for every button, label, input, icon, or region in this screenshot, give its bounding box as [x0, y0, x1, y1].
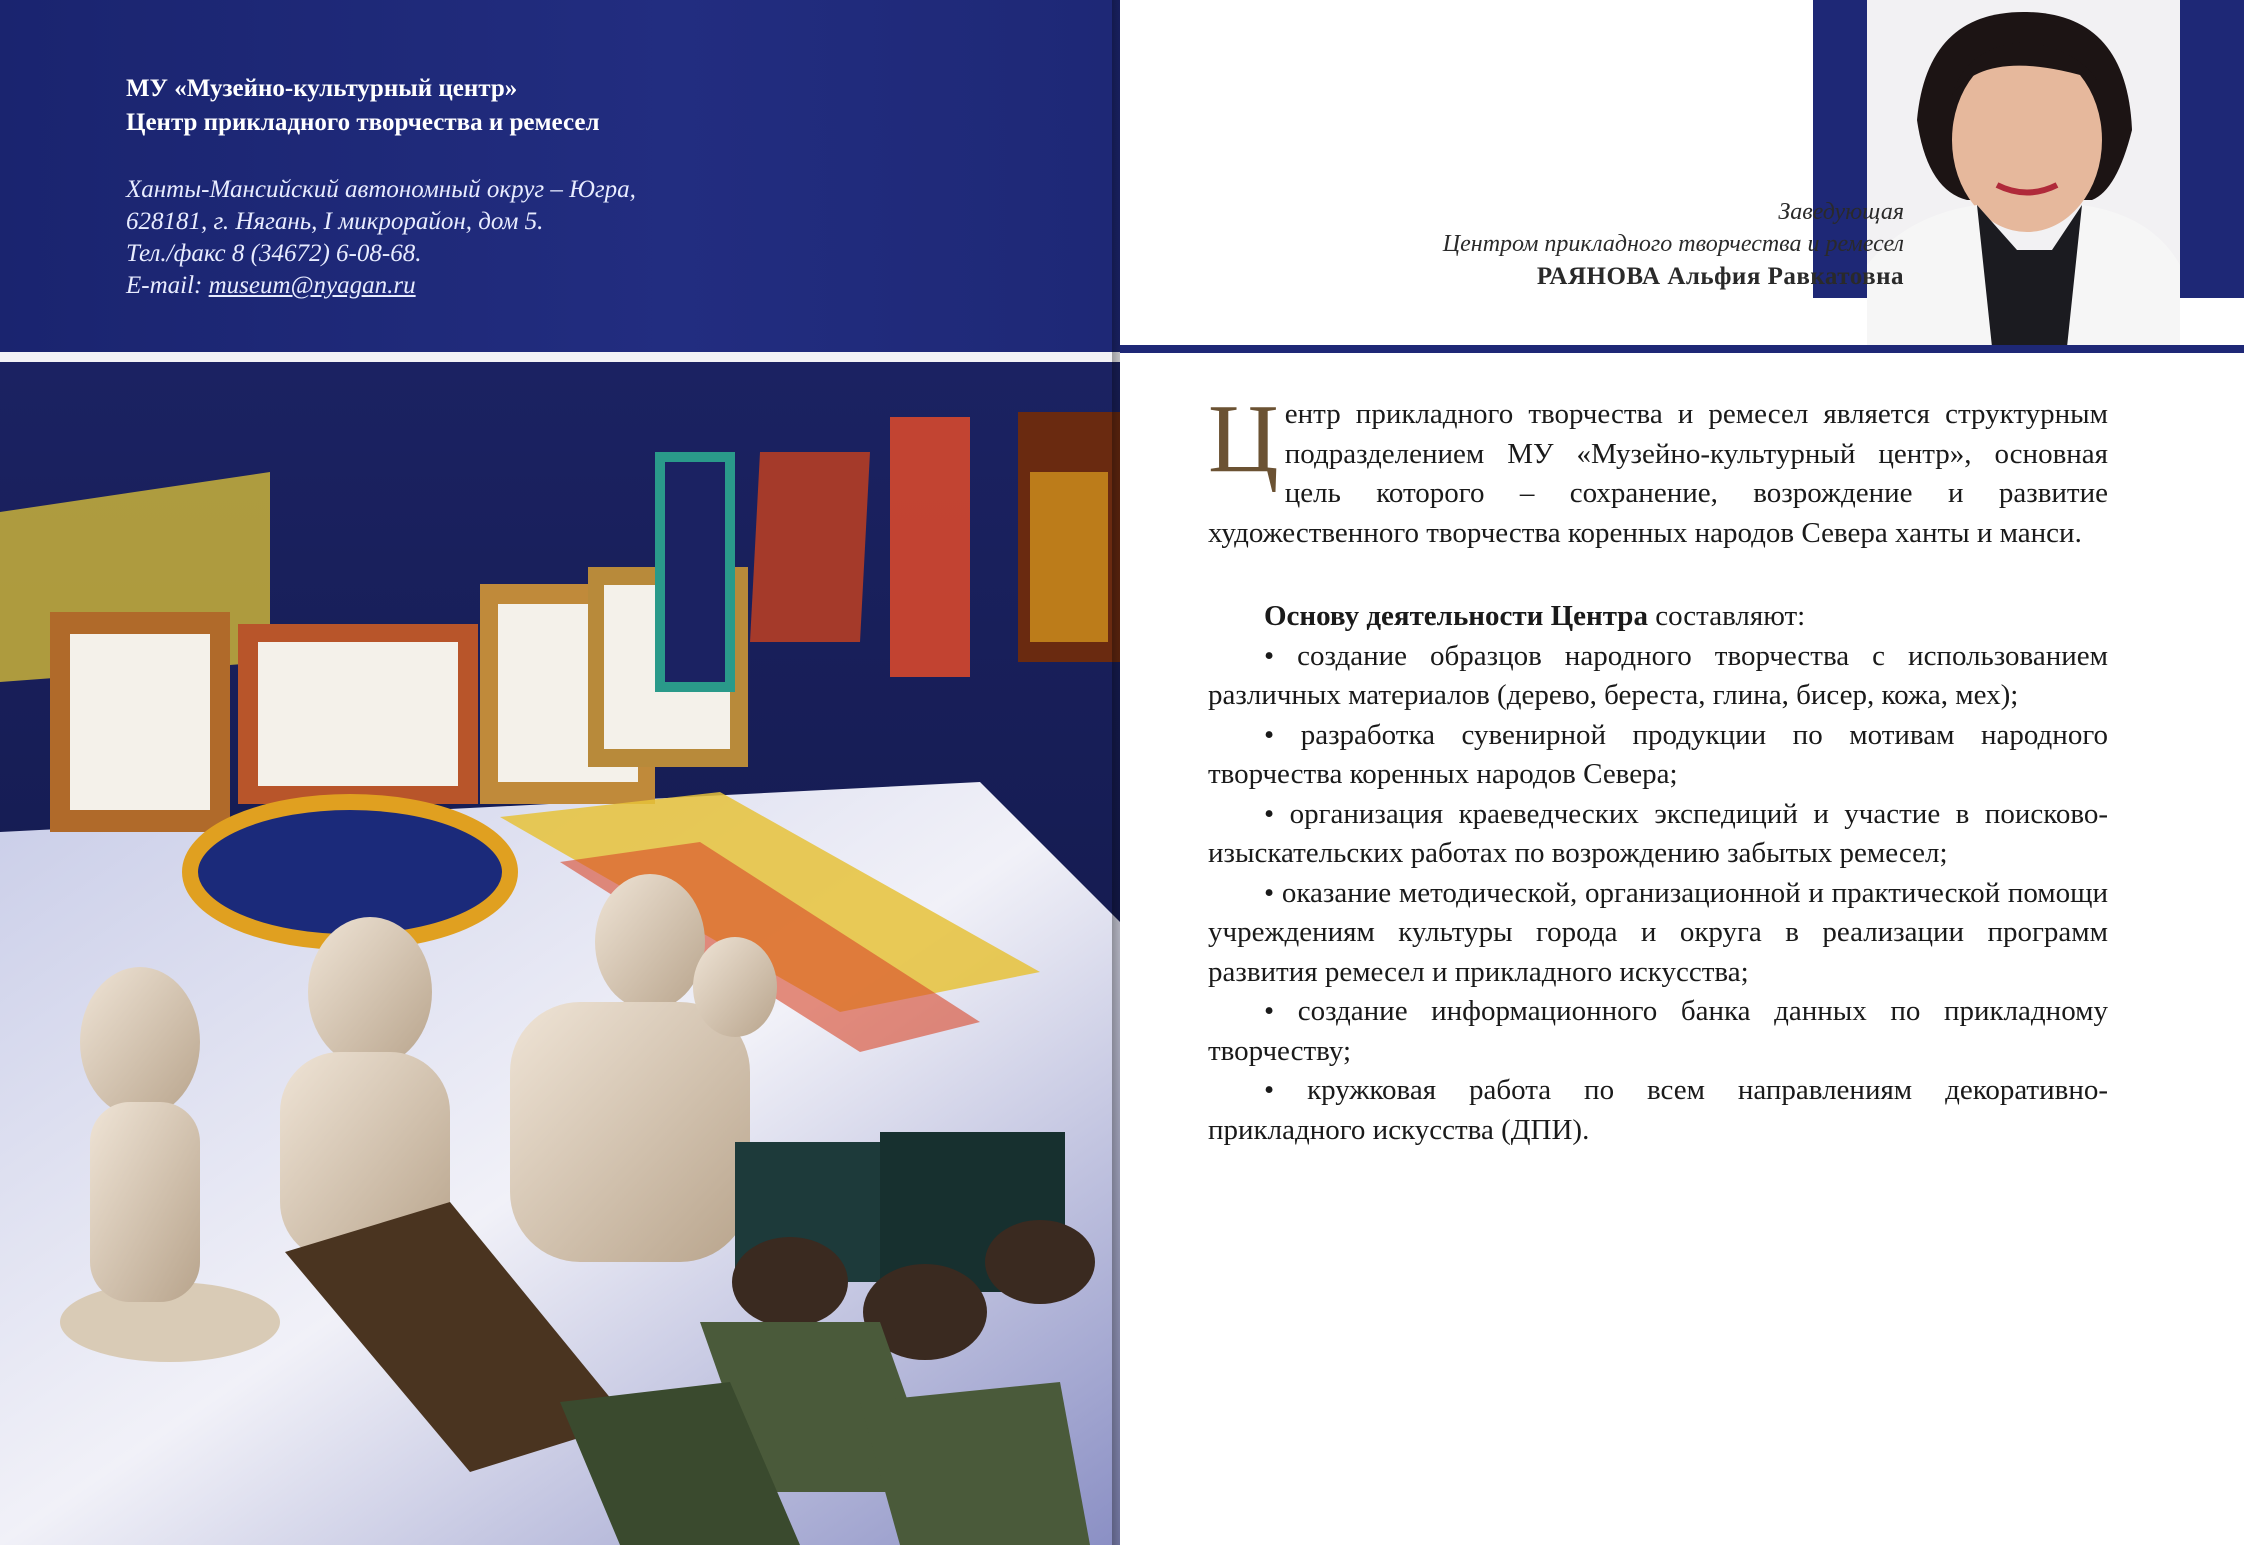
list-item: • разработка сувенирной продукции по мотивам народного творчества коренных народов Севера;: [1208, 718, 2108, 790]
list-item: • кружковая работа по всем направлениям декоративно-прикладного искусства (ДПИ).: [1208, 1074, 2108, 1146]
right-page: [1120, 0, 2244, 1545]
left-page: [0, 0, 1120, 1545]
lead-bold: Основу деятельности Центра: [1264, 600, 1648, 632]
email-link[interactable]: museum@nyagan.ru: [208, 272, 416, 299]
page-spine: [1112, 0, 1120, 1545]
role-line-2: Центром прикладного творчества и ремесел: [1442, 231, 1904, 257]
beaded-necklaces: [660, 412, 1120, 687]
crafts-exhibit-illustration: [0, 362, 1120, 1545]
organization-name: [126, 72, 1026, 140]
list-item: • создание образцов народного творчества с использованием различных материалов (дерево, береста, глина, бисер, кожа, мех);: [1208, 639, 2108, 711]
lead-rest: составляют:: [1647, 600, 1806, 632]
email-line: [126, 270, 1026, 302]
activities-list: [1208, 637, 2108, 1151]
drop-cap: Ц: [1208, 385, 1279, 493]
intro-text: ентр прикладного творчества и ремесел является структурным подразделением МУ «Музейно-культурный центр», основная цель которого – сохранение, возрождение и развитие художественного творчества коренных народов Севера ханты и манси.: [1208, 398, 2108, 549]
org-line-1: МУ «Музейно-культурный центр»: [126, 75, 518, 102]
address-line-2: 628181, г. Нягань, I микрорайон, дом 5.: [126, 208, 544, 235]
crafts-exhibit-photo: [0, 362, 1120, 1545]
role-line-1: Заведующая: [1778, 199, 1904, 225]
contact-address: [126, 174, 1026, 302]
center-description: [1208, 385, 2108, 1150]
email-label: E-mail:: [126, 272, 209, 299]
org-line-2: Центр прикладного творчества и ремесел: [126, 109, 600, 136]
director-portrait: [1867, 0, 2180, 347]
activities-lead: [1208, 597, 2108, 637]
phone-line: Тел./факс 8 (34672) 6-08-68.: [126, 240, 422, 267]
header-band: [1120, 345, 2244, 353]
list-item: • оказание методической, организационной и практической помощи учреждениям культуры города и округа в реализации программ развития ремесел и прикладного искусства;: [1208, 876, 2108, 988]
director-name: РАЯНОВА Альфия Равкатовна: [1536, 263, 1904, 290]
contact-header: [0, 0, 1120, 352]
list-item: • создание информационного банка данных по прикладному творчеству;: [1208, 995, 2108, 1067]
divider: [0, 352, 1120, 362]
intro-paragraph: [1208, 385, 2108, 553]
address-line-1: Ханты-Мансийский автономный округ – Югра,: [126, 176, 636, 203]
list-item: • организация краеведческих экспедиций и участие в поисково-изыскательских работах по возрождению забытых ремесел;: [1208, 797, 2108, 869]
portrait-illustration: [1867, 0, 2180, 347]
director-caption: [1284, 196, 1904, 294]
